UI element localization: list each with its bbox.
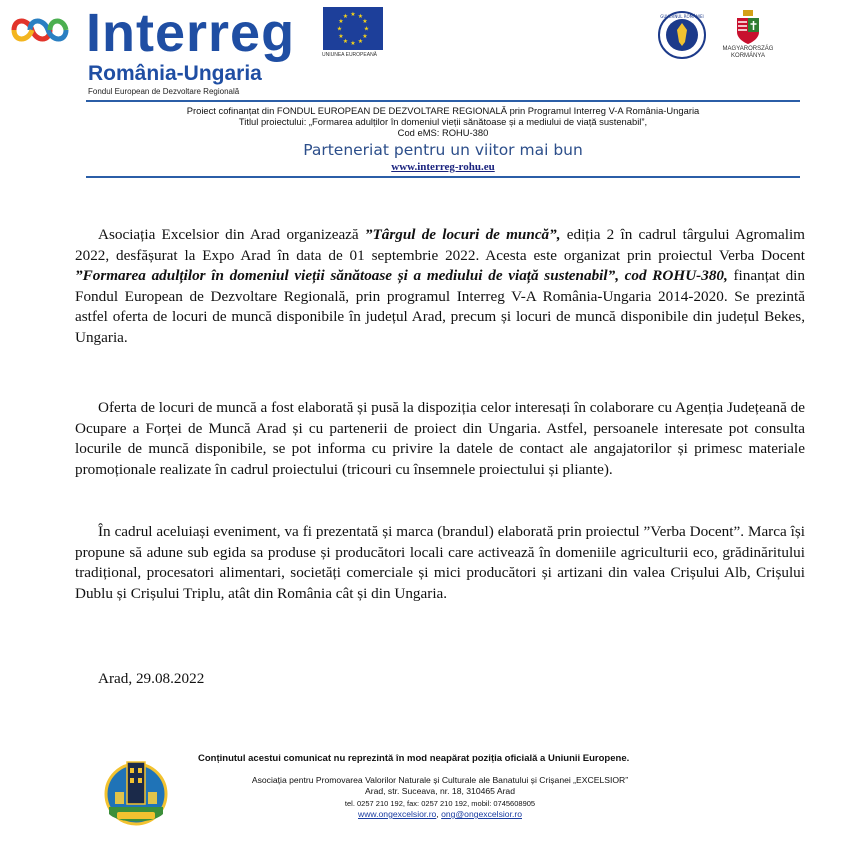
footer-email-link[interactable]: ong@ongexcelsior.ro <box>441 809 522 819</box>
header-divider-bottom <box>86 176 800 178</box>
footer-address: Arad, str. Suceava, nr. 18, 310465 Arad <box>364 786 515 796</box>
footer-website-link[interactable]: www.ongexcelsior.ro <box>358 809 437 819</box>
footer-link-separator: , <box>436 809 442 819</box>
hu-caption-line-2: KORMÁNYA <box>731 53 765 59</box>
svg-text:★: ★ <box>363 25 370 33</box>
p1-text-a: Asociația Excelsior din Arad organizează <box>98 226 365 243</box>
footer-organization: Asociația pentru Promovarea Valorilor Naturale și Culturale ale Banatului și Crișanei „EXCELSIOR” <box>251 775 629 785</box>
svg-text:★: ★ <box>362 18 368 25</box>
hungarian-coat-of-arms-icon <box>735 10 761 46</box>
p1-text-c: ediția 2 în cadrul târgului Agromalim 2022, desfășurat la Expo Arad în data de 01 septembrie 2022. Acesta este organizat prin proiectul Verba Docent <box>75 226 805 264</box>
hu-caption-line-1: MAGYARORSZÁG <box>722 46 774 52</box>
svg-text:★: ★ <box>350 40 356 47</box>
svg-text:★: ★ <box>350 11 356 18</box>
svg-text:★: ★ <box>357 38 364 45</box>
project-cofinance-line: Proiect cofinanțat din FONDUL EUROPEAN DE DEZVOLTARE REGIONALĂ prin Programul Interreg V-A România-Ungaria <box>186 105 700 116</box>
svg-text:★: ★ <box>357 13 364 20</box>
footer-phones: tel. 0257 210 192, fax: 0257 210 192, mobil: 0745608905 <box>344 799 536 808</box>
program-fund: Fondul European de Dezvoltare Regională <box>88 87 240 96</box>
svg-text:★: ★ <box>342 38 349 45</box>
program-region: România-Ungaria <box>88 62 262 85</box>
hungarian-government-caption <box>718 46 778 60</box>
paragraph-1 <box>75 225 805 348</box>
p1-project-title: ”Formarea adulților în domeniul vieții sănătoase și a mediului de viață sustenabil”, cod ROHU-380, <box>75 267 728 284</box>
svg-text:★: ★ <box>338 18 344 25</box>
ro-gov-seal-text: GUVERNUL ROMÂNIEI <box>660 14 704 19</box>
project-title-line: Titlul proiectului: „Formarea adulților în domeniul vieții sănătoase și a mediului de viață sustenabil”, <box>238 116 648 127</box>
program-website-link[interactable]: www.interreg-rohu.eu <box>391 161 495 173</box>
eu-disclaimer: Conținutul acestui comunicat nu reprezintă în mod neapărat poziția oficială a Uniunii Europene. <box>198 753 630 764</box>
document-date: Arad, 29.08.2022 <box>98 670 205 687</box>
eu-flag-icon <box>323 7 383 50</box>
excelsior-logo-icon <box>103 752 169 832</box>
header-divider-top <box>86 100 800 102</box>
paragraph-2: Oferta de locuri de muncă a fost elaborată și pusă la dispoziția celor interesați în colaborare cu Agenția Județeană de Ocupare a Forței de Muncă Arad și cu partenerii de proiect din Ungaria. Astfel, persoanele interesate pot consulta locurile de muncă disponibile, se pot informa cu privire la datele de contact ale angajatorilor și primesc materiale promoționale realizate în cadrul proiectului (tricouri cu însemnele proiectului și pliante). <box>75 399 805 478</box>
paragraph-3: În cadrul aceluiași eveniment, va fi prezentată și marca (brandul) elaborată prin proiectul ”Verba Docent”. Marca își propune să adune sub egida sa produse și producători locali care activează în domeniile agriculturii eco, grădinăritului tradițional, procesatori alimentari, societăți comerciale și mici producători și artizani din valea Crișului Alb, Crișului Dublu și Crișului Triplu, atât din România cât și din Ungaria. <box>75 523 805 602</box>
svg-text:★: ★ <box>362 33 368 40</box>
svg-text:★: ★ <box>338 33 344 40</box>
program-name: Interreg <box>86 3 296 63</box>
interreg-logo-icon <box>6 10 72 50</box>
eu-caption: UNIUNEA EUROPEANĂ <box>322 52 378 58</box>
romanian-government-seal-icon <box>657 10 707 60</box>
project-code-line: Cod eMS: ROHU-380 <box>397 127 489 138</box>
svg-text:★: ★ <box>342 13 349 20</box>
svg-text:★: ★ <box>336 25 343 33</box>
program-motto: Parteneriat pentru un viitor mai bun <box>303 141 583 159</box>
footer-contact-links <box>200 809 680 820</box>
p1-event-name: ”Târgul de locuri de muncă”, <box>364 226 561 243</box>
p1-text-e: finanțat din Fondul European de Dezvoltare Regională, prin programul Interreg V-A România-Ungaria 2014-2020. Se prezintă astfel oferta de locuri de muncă disponibile în județul Arad, precum și locuri de muncă disponibile din județul Bekes, Ungaria. <box>75 267 805 346</box>
